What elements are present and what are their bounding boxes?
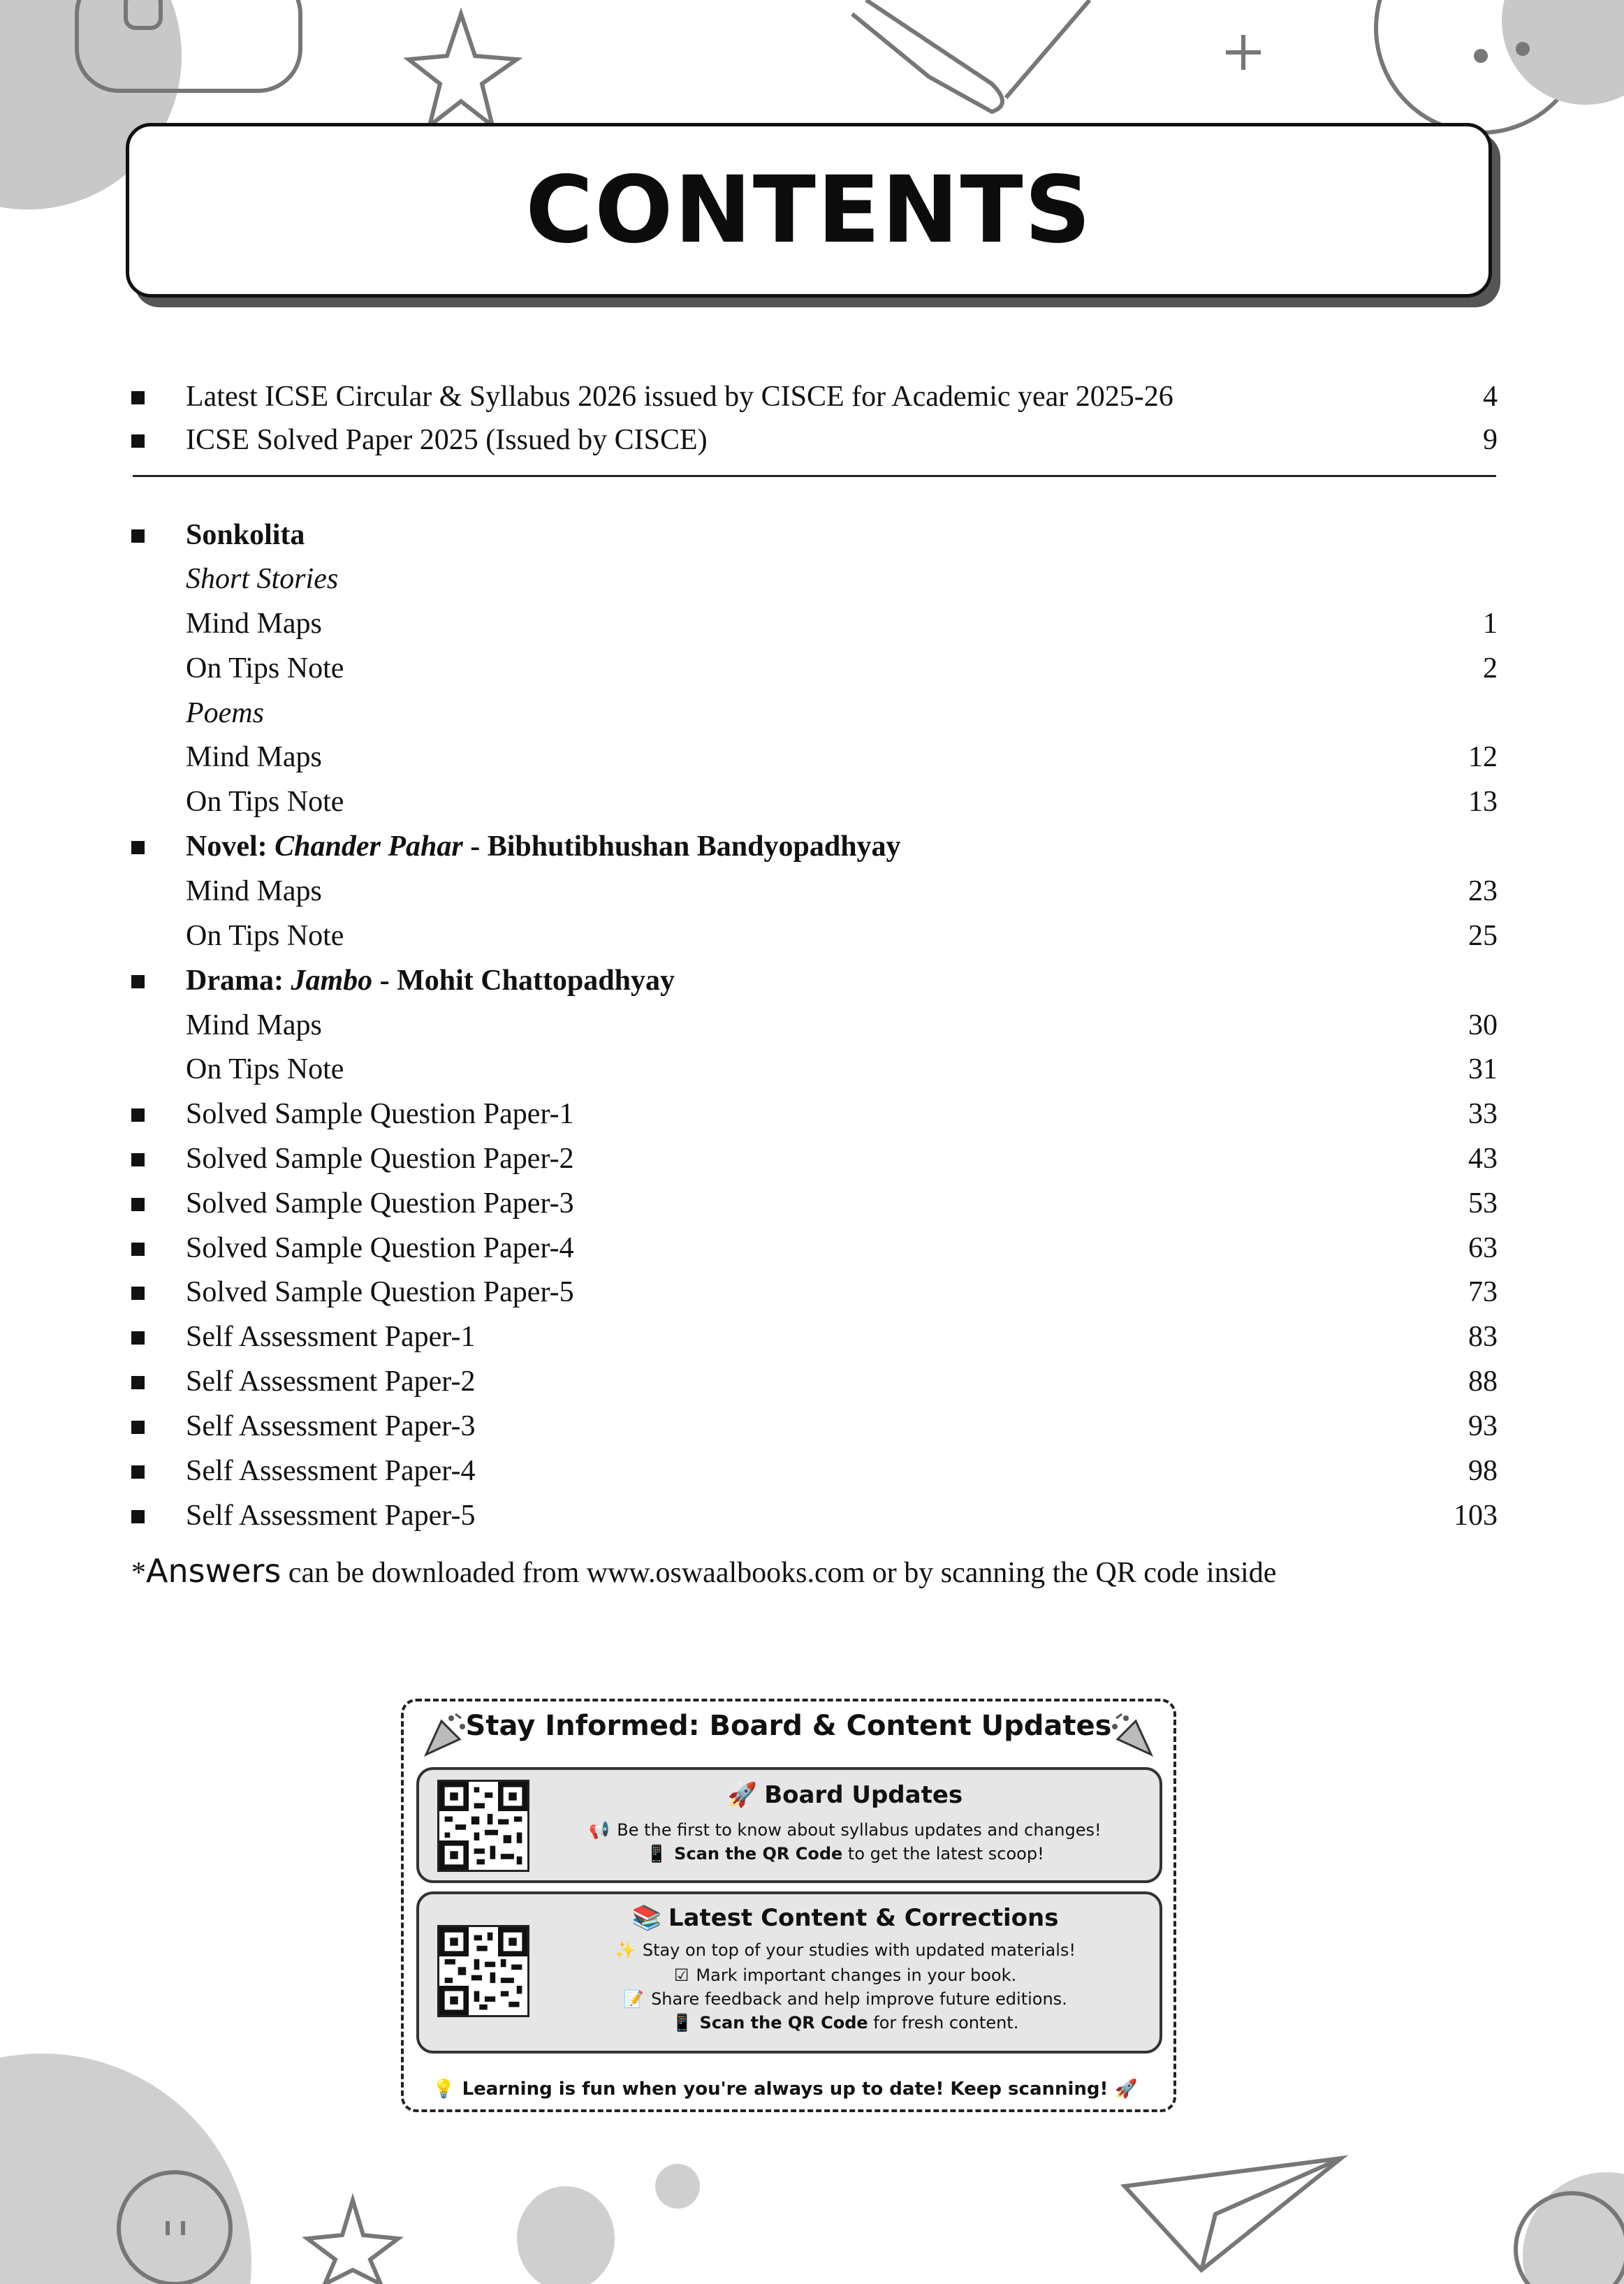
square-bullet-icon [131, 529, 145, 543]
toc-label: Self Assessment Paper-3 [186, 1410, 476, 1442]
toc-row [131, 1181, 1498, 1226]
square-bullet-icon [131, 434, 145, 448]
toc-label: Mind Maps [186, 1009, 322, 1041]
toc-page-number: 9 [1483, 424, 1498, 456]
square-bullet-icon [131, 1198, 145, 1211]
toc-label [186, 958, 675, 1003]
square-bullet-icon [131, 1331, 145, 1345]
toc-page-number: 31 [1468, 1053, 1498, 1085]
toc-page-number: 25 [1468, 920, 1498, 952]
toc-label: Solved Sample Question Paper-3 [186, 1187, 574, 1220]
novel-title: Chander Pahar [275, 830, 463, 863]
toc-page-number: 30 [1468, 1009, 1498, 1041]
latest-content-heading: 📚 Latest Content & Corrections [631, 1904, 1059, 1932]
checkbox-icon: ☑ [673, 1965, 689, 1985]
megaphone-icon: 📢 [589, 1820, 610, 1840]
latest-content-line: 📱 Scan the QR Code for fresh content. [671, 2013, 1019, 2033]
answers-note [131, 1552, 1276, 1590]
board-updates-heading: 🚀 Board Updates [727, 1781, 963, 1809]
toc-row [131, 1359, 1498, 1404]
toc-section-heading [131, 513, 1498, 557]
updates-box-title: Stay Informed: Board & Content Updates [465, 1710, 1112, 1742]
toc-label: On Tips Note [186, 1053, 344, 1085]
square-bullet-icon [131, 841, 145, 854]
qr-code-icon[interactable] [437, 1925, 529, 2017]
latest-content-panel [416, 1891, 1162, 2054]
novel-prefix: Novel: [186, 830, 275, 863]
board-updates-line: 📢 Be the first to know about syllabus updates and changes! [589, 1820, 1102, 1840]
toc-page-number: 63 [1468, 1232, 1498, 1264]
toc-row [131, 914, 1498, 958]
toc-label: Poems [186, 697, 264, 729]
toc-row [131, 1136, 1498, 1181]
board-updates-line: 📱 Scan the QR Code to get the latest scoop! [646, 1844, 1044, 1864]
toc-row [131, 869, 1498, 914]
toc-label: Mind Maps [186, 608, 322, 640]
toc-label: On Tips Note [186, 786, 344, 818]
sparkles-icon: ✨ [614, 1940, 636, 1960]
divider [133, 475, 1496, 477]
square-bullet-icon [131, 1510, 145, 1523]
toc-row [131, 779, 1498, 824]
toc-page-number: 43 [1468, 1143, 1498, 1175]
toc-page-number: 1 [1483, 608, 1498, 640]
toc-page-number: 98 [1468, 1455, 1498, 1487]
phone-icon: 📱 [671, 2013, 693, 2033]
latest-content-line: ✨ Stay on top of your studies with updated materials! [614, 1940, 1076, 1960]
toc-label: Solved Sample Question Paper-2 [186, 1143, 574, 1175]
square-bullet-icon [131, 1376, 145, 1389]
toc-label [186, 824, 901, 869]
latest-content-line: 📝 Share feedback and help improve future editions. [623, 1989, 1067, 2009]
drama-author: - Mohit Chattopadhyay [372, 965, 675, 997]
toc-page-number: 13 [1468, 786, 1498, 818]
toc-row [131, 1092, 1498, 1136]
toc-page-number: 93 [1468, 1410, 1498, 1442]
toc-row [131, 1047, 1498, 1092]
toc-label: Solved Sample Question Paper-4 [186, 1232, 574, 1264]
updates-box-footer: 💡 Learning is fun when you're always up to date! Keep scanning! 🚀 [432, 2079, 1138, 2100]
toc-page-number: 83 [1468, 1321, 1498, 1353]
square-bullet-icon [131, 1421, 145, 1434]
toc-row [131, 1493, 1498, 1538]
toc-row [131, 601, 1498, 646]
square-bullet-icon [131, 1287, 145, 1300]
square-bullet-icon [131, 1108, 145, 1122]
toc-row [131, 1315, 1498, 1359]
toc-page-number: 53 [1468, 1187, 1498, 1220]
drama-title: Jambo [291, 965, 373, 997]
toc-section-heading [131, 824, 1498, 869]
toc-row [131, 735, 1498, 779]
toc-label: Solved Sample Question Paper-5 [186, 1276, 574, 1308]
toc-label: Mind Maps [186, 875, 322, 907]
toc-page-number: 103 [1454, 1500, 1498, 1532]
toc-subheading [131, 557, 1498, 601]
toc-label: Self Assessment Paper-5 [186, 1500, 476, 1532]
toc-section-heading [131, 958, 1498, 1003]
qr-code-icon[interactable] [437, 1780, 529, 1872]
toc-label: Self Assessment Paper-2 [186, 1366, 476, 1398]
note-text: can be downloaded from www.oswaalbooks.com or by scanning the QR code inside [281, 1557, 1277, 1589]
memo-icon: 📝 [623, 1989, 645, 2009]
drama-prefix: Drama: [186, 965, 291, 997]
lightbulb-icon: 💡 [432, 2079, 455, 2100]
toc-row [131, 1003, 1498, 1048]
square-bullet-icon [131, 975, 145, 988]
toc-label: Mind Maps [186, 741, 322, 773]
toc-row [131, 646, 1498, 691]
board-updates-panel [416, 1767, 1162, 1883]
books-icon: 📚 [631, 1904, 661, 1932]
toc-label: On Tips Note [186, 652, 344, 685]
toc-page-number: 12 [1468, 741, 1498, 773]
page-title: CONTENTS [525, 156, 1092, 264]
toc-page-number: 33 [1468, 1098, 1498, 1130]
toc-label: Self Assessment Paper-1 [186, 1321, 476, 1353]
square-bullet-icon [131, 391, 145, 404]
toc-page-number: 4 [1483, 381, 1498, 413]
note-answers: Answers [146, 1552, 281, 1590]
toc-subheading [131, 691, 1498, 735]
toc-page-number: 23 [1468, 875, 1498, 907]
toc-row [131, 1404, 1498, 1449]
latest-content-line: ☑ Mark important changes in your book. [673, 1965, 1017, 1985]
toc-page-number: 2 [1483, 652, 1498, 685]
toc-label: Self Assessment Paper-4 [186, 1455, 476, 1487]
updates-box [401, 1699, 1176, 2112]
square-bullet-icon [131, 1153, 145, 1166]
title-box [126, 123, 1492, 298]
toc-label: On Tips Note [186, 920, 344, 952]
phone-icon: 📱 [646, 1844, 668, 1864]
toc-row [131, 374, 1498, 419]
toc-row [131, 1270, 1498, 1315]
toc-label: Sonkolita [186, 519, 305, 551]
toc-row [131, 418, 1498, 462]
novel-author: - Bibhutibhushan Bandyopadhyay [462, 830, 901, 863]
toc-row [131, 1226, 1498, 1271]
rocket-icon: 🚀 [727, 1781, 758, 1809]
toc-row [131, 1449, 1498, 1493]
square-bullet-icon [131, 1465, 145, 1479]
toc-label: ICSE Solved Paper 2025 (Issued by CISCE) [186, 424, 708, 456]
toc-page-number: 73 [1468, 1276, 1498, 1308]
toc-label: Solved Sample Question Paper-1 [186, 1098, 574, 1130]
rocket-icon: 🚀 [1115, 2079, 1138, 2100]
toc-label: Latest ICSE Circular & Syllabus 2026 issued by CISCE for Academic year 2025-26 [186, 381, 1173, 413]
note-star: * [131, 1557, 146, 1589]
toc-label: Short Stories [186, 563, 339, 595]
square-bullet-icon [131, 1243, 145, 1256]
toc-page-number: 88 [1468, 1366, 1498, 1398]
